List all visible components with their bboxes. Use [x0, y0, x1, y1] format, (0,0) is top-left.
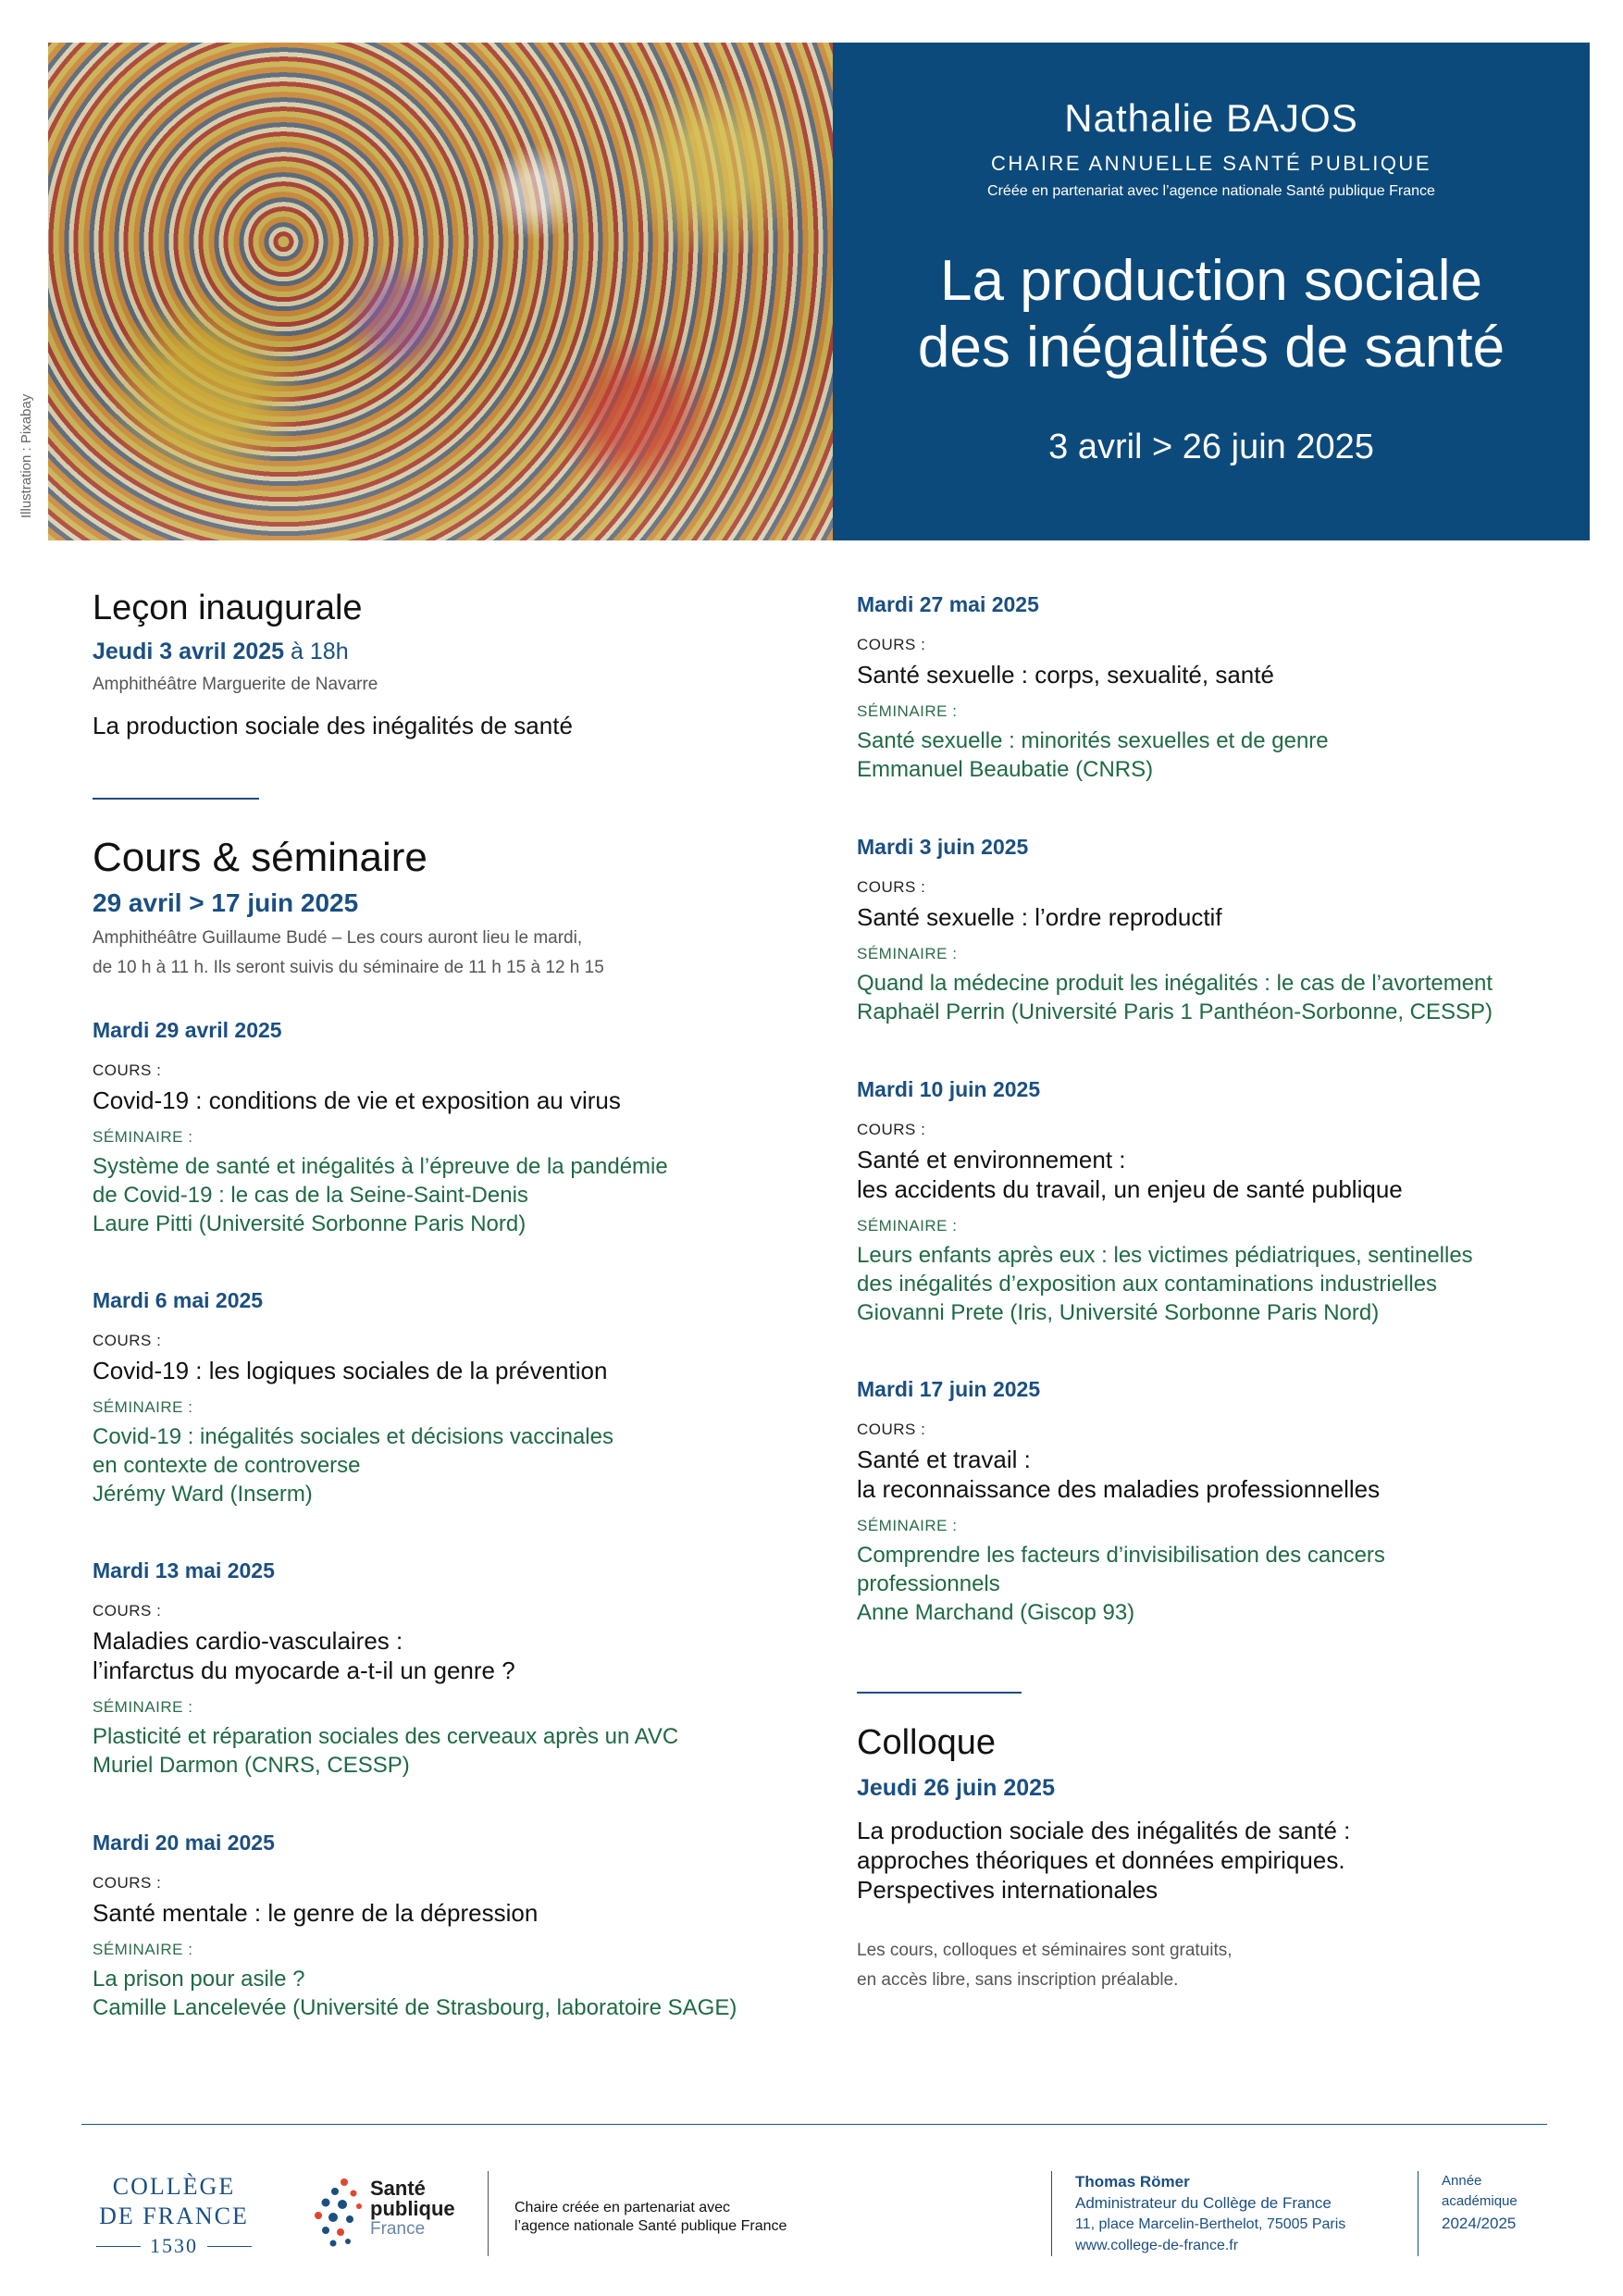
course-line: Santé et environnement :	[857, 1146, 1126, 1173]
seminar-speaker: Jérémy Ward (Inserm)	[93, 1482, 313, 1507]
seminar-line: Comprendre les facteurs d’invisibilisation des cancers	[857, 1543, 1385, 1568]
session-block	[93, 1018, 796, 1238]
cours-label: COURS :	[93, 1332, 162, 1349]
session-date: Mardi 20 mai 2025	[93, 1831, 275, 1855]
cours-label: COURS :	[93, 1061, 162, 1079]
session-block	[93, 1288, 796, 1508]
address: 11, place Marcelin-Berthelot, 75005 Paris	[1075, 2216, 1346, 2232]
session-block	[857, 1077, 1588, 1327]
course-title	[857, 660, 1579, 689]
author-name: Nathalie BAJOS	[1064, 96, 1358, 140]
seminar-title	[857, 969, 1597, 1026]
lecon-place: Amphithéâtre Marguerite de Navarre	[93, 675, 378, 694]
course-line: Santé et travail :	[857, 1446, 1031, 1473]
seminar-speaker: Laure Pitti (Université Sorbonne Paris Nord)	[93, 1211, 527, 1236]
photo-credit: Illustration : Pixabay	[19, 393, 34, 518]
cours-info-line: de 10 h à 11 h. Ils seront suivis du séminaire de 11 h 15 à 12 h 15	[93, 958, 604, 977]
seminar-title	[93, 1965, 833, 2022]
course-title	[857, 902, 1597, 932]
seminar-title	[857, 1541, 1579, 1627]
lecon-date: Jeudi 3 avril 2025	[93, 639, 285, 664]
session-date: Mardi 29 avril 2025	[93, 1018, 282, 1042]
logo-rule	[207, 2246, 252, 2247]
seminar-speaker: Muriel Darmon (CNRS, CESSP)	[93, 1753, 410, 1778]
footer-separator	[1418, 2171, 1419, 2256]
lecon-subject: La production sociale des inégalités de santé	[93, 712, 573, 739]
admin-title: Administrateur du Collège de France	[1075, 2194, 1332, 2212]
seminar-line: Leurs enfants après eux : les victimes pédiatriques, sentinelles	[857, 1243, 1473, 1268]
course-line: Santé sexuelle : corps, sexualité, santé	[857, 661, 1274, 689]
course-title	[93, 1626, 796, 1685]
footer-separator	[1051, 2171, 1052, 2256]
divider	[93, 798, 259, 800]
logo-rule	[96, 2246, 141, 2247]
colloque-subject	[857, 1816, 1350, 1905]
course-line: Santé mentale : le genre de la dépression	[93, 1899, 539, 1927]
course-line: Maladies cardio-vasculaires :	[93, 1627, 403, 1655]
college-de-france-logo	[81, 2173, 266, 2258]
partner-line: Créée en partenariat avec l’agence nationale Santé publique France	[987, 183, 1435, 199]
admin-name: Thomas Römer	[1075, 2173, 1190, 2191]
header-panel	[833, 43, 1590, 540]
seminar-speaker: Camille Lancelevée (Université de Strasbourg, laboratoire SAGE)	[93, 1995, 737, 2020]
course-title	[93, 1898, 833, 1928]
seminaire-label: SÉMINAIRE :	[857, 1217, 958, 1235]
seminar-line: professionnels	[857, 1571, 1000, 1596]
main-title-line: La production sociale	[940, 249, 1482, 313]
seminar-speaker: Anne Marchand (Giscop 93)	[857, 1600, 1135, 1625]
cours-label: COURS :	[857, 878, 926, 896]
course-line: Covid-19 : conditions de vie et exposition au virus	[93, 1086, 621, 1114]
cours-info-line: Amphithéâtre Guillaume Budé – Les cours auront lieu le mardi,	[93, 928, 583, 948]
seminaire-label: SÉMINAIRE :	[93, 1698, 193, 1716]
footer-divider	[81, 2124, 1547, 2125]
seminar-line: Quand la médecine produit les inégalités : le cas de l’avortement	[857, 971, 1493, 996]
session-date: Mardi 6 mai 2025	[93, 1288, 264, 1312]
course-line: les accidents du travail, un enjeu de santé publique	[857, 1175, 1403, 1203]
seminaire-label: SÉMINAIRE :	[93, 1128, 193, 1146]
chair-label: CHAIRE ANNUELLE SANTÉ PUBLIQUE	[990, 152, 1431, 175]
seminar-speaker: Raphaël Perrin (Université Paris 1 Panthéon-Sorbonne, CESSP)	[857, 999, 1493, 1024]
seminar-line: Covid-19 : inégalités sociales et décisions vaccinales	[93, 1424, 613, 1449]
lecon-time: à 18h	[284, 639, 349, 664]
course-title	[857, 1445, 1579, 1504]
lecon-datetime	[93, 639, 349, 665]
cours-dates: 29 avril > 17 juin 2025	[93, 888, 359, 917]
spf-line: France	[370, 2219, 426, 2239]
main-title-line: des inégalités de santé	[917, 316, 1505, 379]
course-line: la reconnaissance des maladies professionnelles	[857, 1475, 1381, 1503]
chair-partner-note	[514, 2199, 787, 2236]
seminaire-label: SÉMINAIRE :	[857, 702, 958, 720]
seminar-line: Plasticité et réparation sociales des cerveaux après un AVC	[93, 1724, 679, 1749]
session-block	[93, 1831, 833, 2022]
seminar-line: de Covid-19 : le cas de la Seine-Saint-Denis	[93, 1183, 528, 1208]
header-photo-crowd	[48, 43, 833, 540]
colloque-date: Jeudi 26 juin 2025	[857, 1775, 1055, 1801]
seminar-speaker: Giovanni Prete (Iris, Université Sorbonne Paris Nord)	[857, 1300, 1380, 1325]
note-line: Chaire créée en partenariat avec	[514, 2200, 731, 2215]
footer-separator	[488, 2171, 489, 2256]
logo-text: DE FRANCE	[99, 2203, 249, 2229]
course-title	[93, 1086, 796, 1115]
year-label: académique	[1442, 2193, 1518, 2209]
session-block	[93, 1558, 796, 1780]
colloque-title: Colloque	[857, 1723, 996, 1762]
session-block	[857, 592, 1579, 784]
seminar-speaker: Emmanuel Beaubatie (CNRS)	[857, 757, 1154, 782]
seminaire-label: SÉMINAIRE :	[93, 1941, 193, 1958]
seminar-line: en contexte de controverse	[93, 1453, 361, 1478]
session-date: Mardi 10 juin 2025	[857, 1077, 1041, 1101]
course-title	[93, 1356, 796, 1385]
seminar-title	[93, 1722, 796, 1780]
cours-label: COURS :	[857, 636, 926, 653]
session-date: Mardi 17 juin 2025	[857, 1377, 1041, 1401]
header-dates: 3 avril > 26 juin 2025	[1048, 428, 1374, 466]
seminar-title	[93, 1152, 796, 1238]
divider	[857, 1692, 1022, 1694]
session-block	[857, 1377, 1579, 1627]
course-title	[857, 1145, 1588, 1204]
cours-label: COURS :	[857, 1421, 926, 1438]
session-date: Mardi 13 mai 2025	[93, 1558, 275, 1582]
seminar-line: des inégalités d’exposition aux contaminations industrielles	[857, 1272, 1438, 1297]
cours-label: COURS :	[93, 1602, 162, 1620]
session-date: Mardi 27 mai 2025	[857, 592, 1039, 616]
cours-info	[93, 924, 604, 983]
colloque-line: approches théoriques et données empiriques.	[857, 1846, 1345, 1874]
note-line: en accès libre, sans inscription préalable.	[857, 1970, 1179, 1990]
session-date: Mardi 3 juin 2025	[857, 835, 1029, 859]
logo-year: 1530	[150, 2234, 198, 2257]
spf-wordmark	[370, 2178, 455, 2240]
cours-label: COURS :	[857, 1121, 926, 1138]
cours-label: COURS :	[93, 1874, 162, 1892]
administrator-block	[1075, 2171, 1345, 2256]
seminar-line: La prison pour asile ?	[93, 1967, 305, 1992]
seminaire-label: SÉMINAIRE :	[857, 1517, 958, 1534]
year-label: Année	[1442, 2173, 1482, 2189]
colloque-line: La production sociale des inégalités de santé :	[857, 1817, 1351, 1844]
logo-year-row	[81, 2234, 266, 2258]
lecon-title: Leçon inaugurale	[93, 589, 363, 627]
seminaire-label: SÉMINAIRE :	[857, 945, 958, 962]
website-link[interactable]: www.college-de-france.fr	[1075, 2238, 1239, 2253]
note-line: l’agence nationale Santé publique France	[514, 2218, 787, 2234]
academic-year: 2024/2025	[1442, 2215, 1517, 2232]
seminaire-label: SÉMINAIRE :	[93, 1398, 193, 1416]
seminar-title	[857, 1241, 1588, 1327]
seminar-title	[857, 726, 1579, 784]
academic-year-block	[1442, 2171, 1518, 2236]
cours-title: Cours & séminaire	[93, 835, 427, 880]
course-line: l’infarctus du myocarde a-t-il un genre ?	[93, 1657, 515, 1684]
colloque-line: Perspectives internationales	[857, 1876, 1158, 1904]
spf-line: Santé	[370, 2177, 426, 2200]
seminar-line: Système de santé et inégalités à l’épreuve de la pandémie	[93, 1154, 668, 1179]
session-block	[857, 835, 1597, 1026]
seminar-line: Santé sexuelle : minorités sexuelles et de genre	[857, 728, 1329, 753]
free-access-note	[857, 1936, 1233, 1995]
dots-icon	[313, 2173, 368, 2256]
note-line: Les cours, colloques et séminaires sont gratuits,	[857, 1941, 1233, 1960]
spf-line: publique	[370, 2197, 455, 2220]
sante-publique-france-logo	[313, 2173, 470, 2256]
course-line: Covid-19 : les logiques sociales de la prévention	[93, 1357, 608, 1384]
main-title	[833, 248, 1590, 381]
logo-text: COLLÈGE	[112, 2173, 236, 2200]
seminar-title	[93, 1422, 796, 1508]
course-line: Santé sexuelle : l’ordre reproductif	[857, 903, 1222, 931]
